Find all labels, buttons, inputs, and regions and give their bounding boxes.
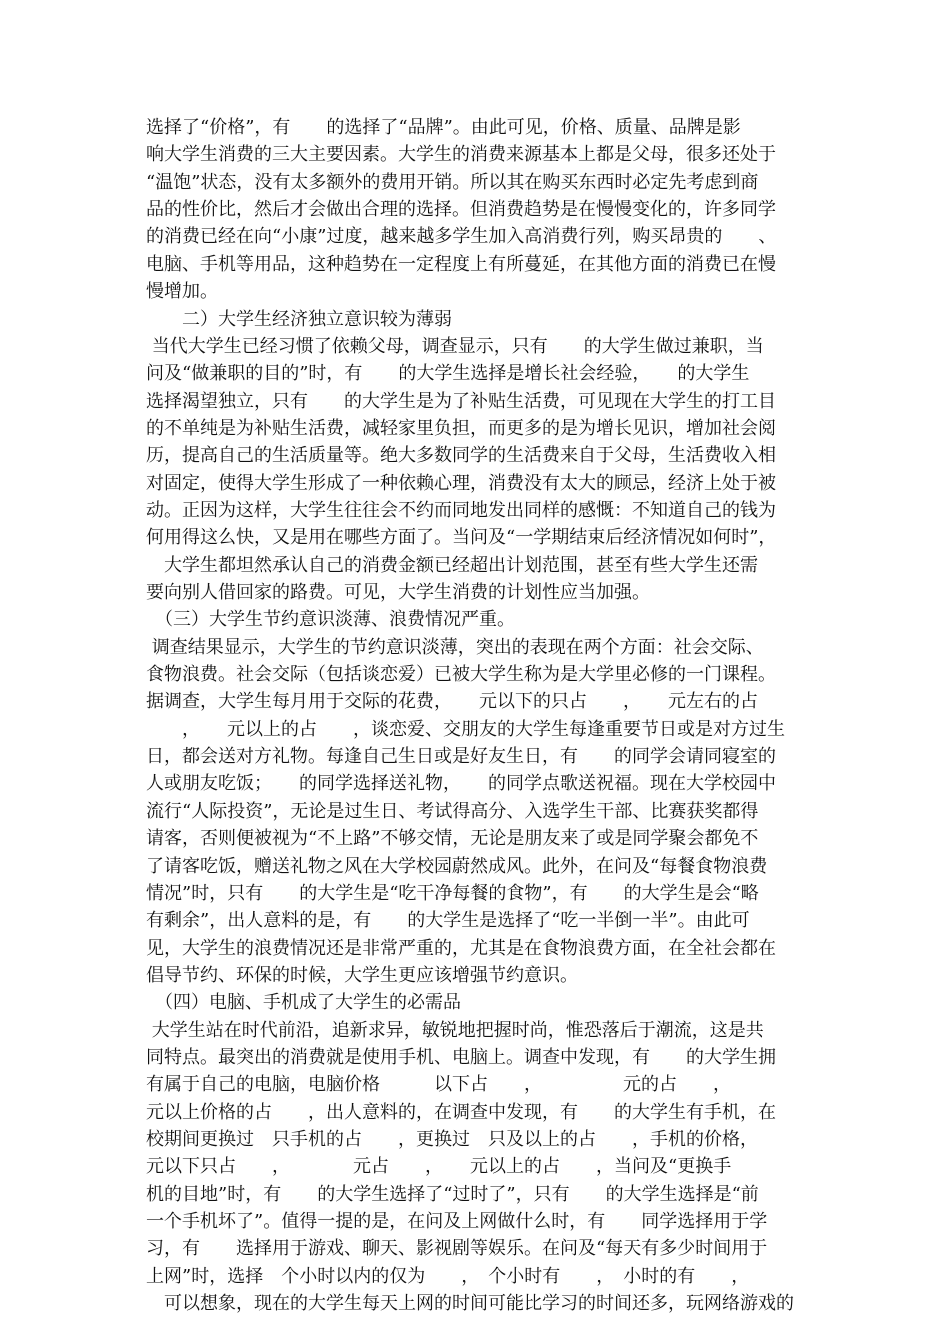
text-line: 的不单纯是为补贴生活费，减轻家里负担，而更多的是为增长见识，增加社会阅 xyxy=(146,417,776,439)
text-line: 二）大学生经济独立意识较为薄弱 xyxy=(146,308,452,330)
text-line: 同特点。最突出的消费就是使用手机、电脑上。调查中发现，有 的大学生拥 xyxy=(146,1046,776,1068)
text-line: 有属于自己的电脑，电脑价格 以下占 ， 元的占 ， xyxy=(146,1074,731,1096)
text-line: 机的目地”时，有 的大学生选择了“过时了”，只有 的大学生选择是“前 xyxy=(146,1183,759,1205)
text-line: 倡导节约、环保的时候，大学生更应该增强节约意识。 xyxy=(146,964,578,986)
text-line: 日，都会送对方礼物。每逢自己生日或是好友生日，有 的同学会请同寝室的 xyxy=(146,746,776,768)
text-line: 有剩余”，出人意料的是，有 的大学生是选择了“吃一半倒一半”。由此可 xyxy=(146,910,750,932)
text-line: 据调查，大学生每月用于交际的花费， 元以下的只占 ， 元左右的占 xyxy=(146,691,758,713)
text-line: 慢增加。 xyxy=(146,281,218,303)
text-line: 一个手机坏了”。值得一提的是，在问及上网做什么时，有 同学选择用于学 xyxy=(146,1211,768,1232)
text-line: 选择渴望独立，只有 的大学生是为了补贴生活费，可见现在大学生的打工目 xyxy=(146,390,776,412)
text-line: 见，大学生的浪费情况还是非常严重的，尤其是在食物浪费方面，在全社会都在 xyxy=(146,937,776,959)
text-line: 校期间更换过 只手机的占 ，更换过 只及以上的占 ，手机的价格， xyxy=(146,1129,758,1150)
text-line: 问及“做兼职的目的”时，有 的大学生选择是增长社会经验， 的大学生 xyxy=(146,363,750,385)
text-line: 情况”时，只有 的大学生是“吃干净每餐的食物”，有 的大学生是会“略 xyxy=(146,882,759,904)
text-line: 电脑、手机等用品，这种趋势在一定程度上有所蔓延，在其他方面的消费已在慢 xyxy=(146,253,776,275)
text-line: 人或朋友吃饭； 的同学选择送礼物， 的同学点歌送祝福。现在大学校园中 xyxy=(146,773,776,795)
text-line: “温饱”状态，没有太多额外的费用开销。所以其在购买东西时必定先考虑到商 xyxy=(146,171,759,193)
text-line: 大学生站在时代前沿，追新求异，敏锐地把握时尚，惟恐落后于潮流，这是共 xyxy=(146,1019,764,1041)
text-line: （三）大学生节约意识淡薄、浪费情况严重。 xyxy=(146,609,515,631)
text-line: 食物浪费。社会交际（包括谈恋爱）已被大学生称为是大学里必修的一门课程。 xyxy=(146,664,776,685)
text-line: 元以下只占 ， 元占 ， 元以上的占 ，当问及“更换手 xyxy=(146,1156,732,1178)
text-line: 调查结果显示，大学生的节约意识淡薄，突出的表现在两个方面：社会交际、 xyxy=(146,636,764,658)
text-line: 响大学生消费的三大主要因素。大学生的消费来源基本上都是父母，很多还处于 xyxy=(146,144,776,166)
text-line: 品的性价比，然后才会做出合理的选择。但消费趋势是在慢慢变化的，许多同学 xyxy=(146,199,776,221)
text-line: 的消费已经在向“小康”过度，越来越多学生加入高消费行列，购买昂贵的 、 xyxy=(146,226,777,248)
text-line: 历，提高自己的生活质量等。绝大多数同学的生活费来自于父母，生活费收入相 xyxy=(146,445,776,467)
text-line: 习，有 选择用于游戏、聊天、影视剧等娱乐。在问及“每天有多少时间用于 xyxy=(146,1238,768,1260)
text-line: 流行“人际投资”，无论是过生日、考试得高分、入选学生干部、比赛获奖都得 xyxy=(146,800,759,822)
text-line: 上网”时，选择 个小时以内的仅为 ， 个小时有 ， 小时的有 ， xyxy=(146,1265,750,1287)
text-line: 对固定，使得大学生形成了一种依赖心理，消费没有太大的顾忌，经济上处于被 xyxy=(146,472,776,494)
text-line: 选择了“价格”，有 的选择了“品牌”。由此可见，价格、质量、品牌是影 xyxy=(146,117,741,138)
text-line: 元以上价格的占 ，出人意料的，在调查中发现，有 的大学生有手机，在 xyxy=(146,1101,776,1123)
text-line: 当代大学生已经习惯了依赖父母，调查显示，只有 的大学生做过兼职，当 xyxy=(146,335,764,357)
text-line: 可以想象，现在的大学生每天上网的时间可能比学习的时间还多，玩网络游戏的 xyxy=(146,1293,794,1314)
text-line: 何用得这么快，又是用在哪些方面了。当问及“一学期结束后经济情况如何时”， xyxy=(146,527,777,549)
text-line: 请客，否则便被视为“不上路”不够交情，无论是朋友来了或是同学聚会都免不 xyxy=(146,828,759,850)
text-line: （四）电脑、手机成了大学生的必需品 xyxy=(146,992,461,1014)
text-line: ， 元以上的占 ，谈恋爱、交朋友的大学生每逢重要节日或是对方过生 xyxy=(146,718,785,740)
text-line: 要向别人借回家的路费。可见，大学生消费的计划性应当加强。 xyxy=(146,582,650,603)
text-line: 了请客吃饭，赠送礼物之风在大学校园蔚然成风。此外，在问及“每餐食物浪费 xyxy=(146,855,768,877)
text-line: 动。正因为这样，大学生往往会不约而同地发出同样的感慨：不知道自己的钱为 xyxy=(146,499,776,521)
text-line: 大学生都坦然承认自己的消费金额已经超出计划范围，甚至有些大学生还需 xyxy=(146,554,758,576)
